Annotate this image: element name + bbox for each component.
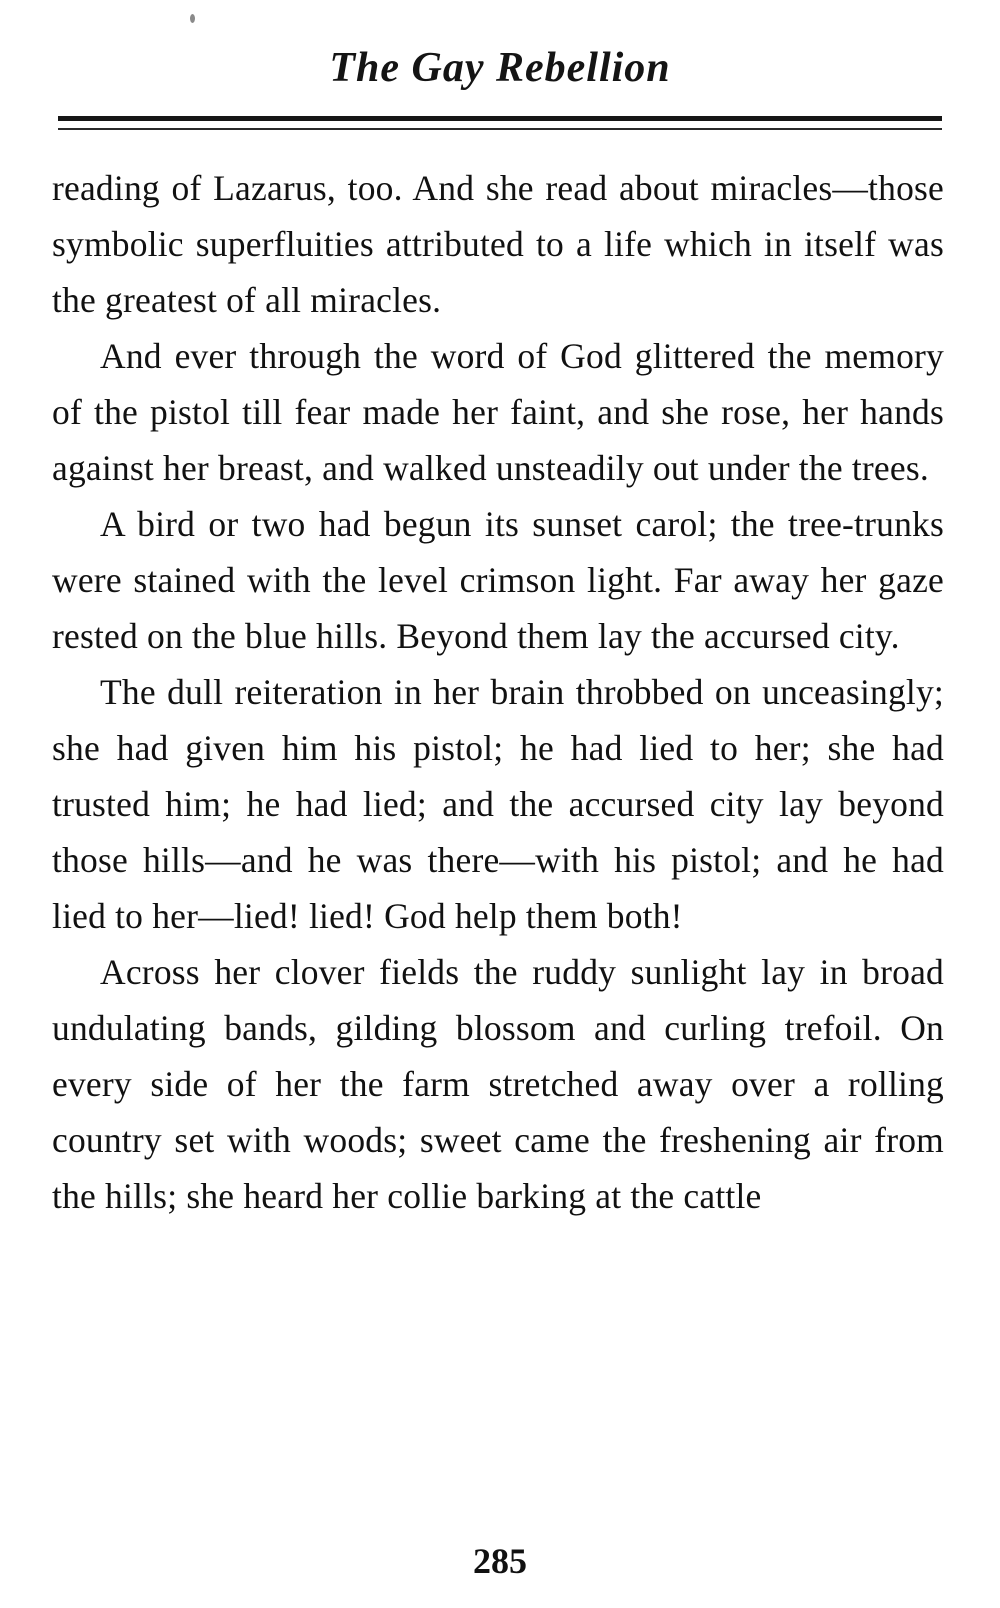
header-rule: [58, 116, 942, 130]
running-head-title: The Gay Rebellion: [329, 45, 671, 91]
page-speck: [190, 14, 195, 23]
header-rule-thin: [58, 128, 942, 130]
paragraph: The dull reiteration in her brain throbbed on unceasingly; she had given him his pistol; he had lied to her; she had trusted him; he had lied; and the accursed city lay beyond those hills—and he was there—with his pistol; and he had lied to her—lied! lied! God help them both!: [52, 672, 944, 936]
header-rule-thick: [58, 116, 942, 121]
paragraph: reading of Lazarus, too. And she read about miracles—those symbolic superfluities attributed to a life which in itself was the greatest of all miracles.: [52, 168, 944, 320]
paragraph: A bird or two had begun its sunset carol; the tree-trunks were stained with the level crimson light. Far away her gaze rested on the blue hills. Beyond them lay the accursed city.: [52, 504, 944, 656]
paragraph: Across her clover fields the ruddy sunlight lay in broad undulating bands, gilding blossom and curling trefoil. On every side of her the farm stretched away over a rolling country set with woods; sweet came the freshening air from the hills; she heard her collie barking at the cattle: [52, 952, 944, 1216]
page-body: [52, 160, 944, 1224]
page-number: 285: [473, 1541, 527, 1581]
paragraph: And ever through the word of God glittered the memory of the pistol till fear made her faint, and she rose, her hands against her breast, and walked unsteadily out under the trees.: [52, 336, 944, 488]
